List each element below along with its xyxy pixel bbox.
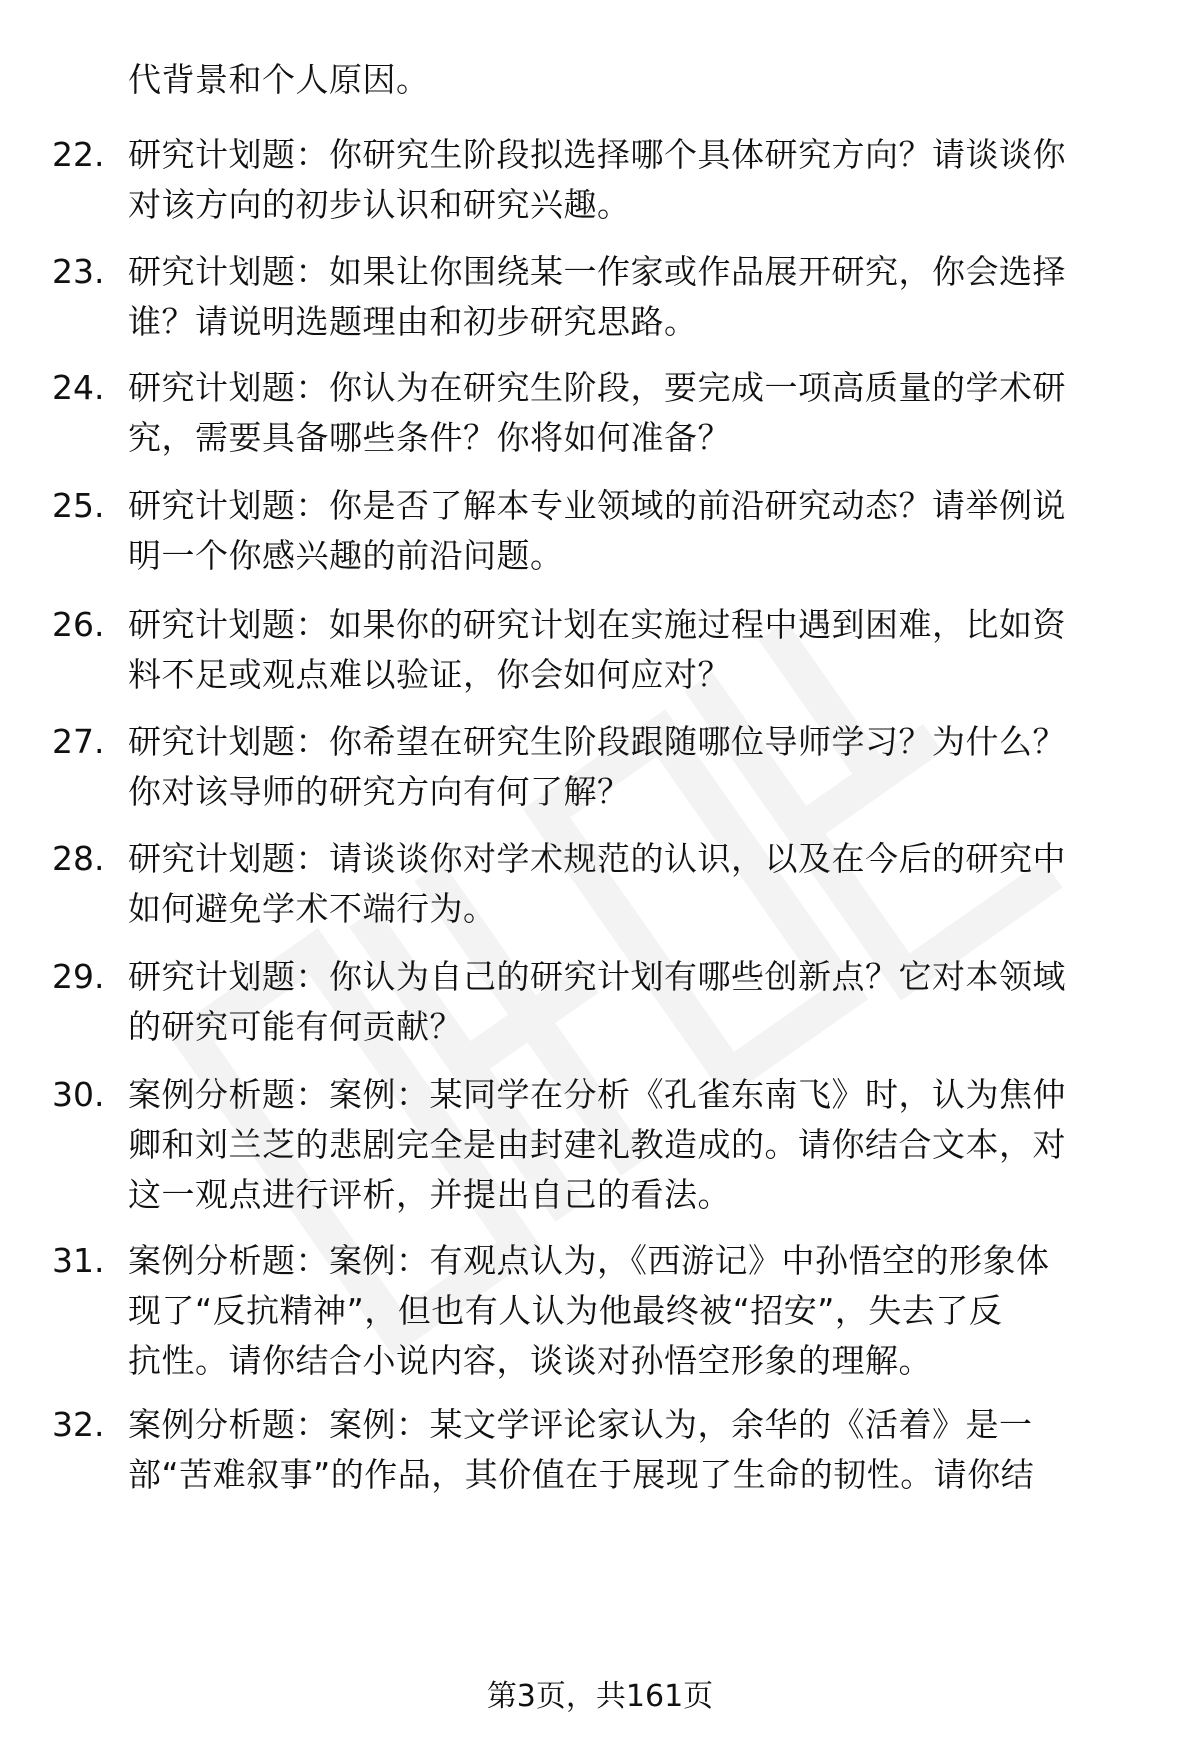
text-line: 研究计划题：请谈谈你对学术规范的认识，以及在今后的研究中: [128, 839, 1066, 878]
question-text: [128, 600, 1138, 700]
question-number: 24.: [52, 368, 105, 407]
question-text: [128, 363, 1138, 463]
text-line: 究，需要具备哪些条件？你将如何准备？: [128, 418, 731, 457]
question-text: [128, 717, 1138, 817]
text-line: 研究计划题：你希望在研究生阶段跟随哪位导师学习？为什么？: [128, 722, 1066, 761]
question-number: 26.: [52, 605, 105, 644]
question-text: [128, 952, 1138, 1052]
page-footer: 第3页，共161页: [486, 1679, 714, 1714]
text-line: 部“苦难叙事”的作品，其价值在于展现了生命的韧性。请你结: [128, 1455, 1035, 1494]
text-line: 这一观点进行评析，并提出自己的看法。: [128, 1175, 731, 1214]
text-line: 如何避免学术不端行为。: [128, 889, 497, 928]
question-number: 22.: [52, 135, 105, 174]
question-number: 30.: [52, 1075, 105, 1114]
question-number: 23.: [52, 252, 105, 291]
question-number: 31.: [52, 1241, 105, 1280]
text-line: 谁？请说明选题理由和初步研究思路。: [128, 302, 698, 341]
question-number: 27.: [52, 722, 105, 761]
text-line: 代背景和个人原因。: [128, 60, 430, 99]
text-line: 研究计划题：你研究生阶段拟选择哪个具体研究方向？请谈谈你: [128, 135, 1066, 174]
question-number: 25.: [52, 486, 105, 525]
text-line: 抗性。请你结合小说内容，谈谈对孙悟空形象的理解。: [128, 1341, 932, 1380]
text-line: 案例分析题：案例：某文学评论家认为，余华的《活着》是一: [128, 1405, 1033, 1444]
question-text: [128, 834, 1138, 934]
text-line: 研究计划题：你是否了解本专业领域的前沿研究动态？请举例说: [128, 486, 1066, 525]
continuation-text: [128, 55, 1138, 105]
text-line: 明一个你感兴趣的前沿问题。: [128, 536, 564, 575]
question-text: [128, 481, 1138, 581]
text-line: 料不足或观点难以验证，你会如何应对？: [128, 655, 731, 694]
text-line: 研究计划题：你认为自己的研究计划有哪些创新点？它对本领域: [128, 957, 1066, 996]
question-number: 32.: [52, 1405, 105, 1444]
question-text: [128, 1400, 1138, 1500]
text-line: 研究计划题：如果你的研究计划在实施过程中遇到困难，比如资: [128, 605, 1066, 644]
text-line: 案例分析题：案例：有观点认为，《西游记》中孙悟空的形象体: [128, 1241, 1050, 1280]
question-number: 29.: [52, 957, 105, 996]
text-line: 现了“反抗精神”，但也有人认为他最终被“招安”，失去了反: [128, 1291, 1003, 1330]
question-text: [128, 1070, 1138, 1220]
text-line: 对该方向的初步认识和研究兴趣。: [128, 185, 631, 224]
text-line: 研究计划题：你认为在研究生阶段，要完成一项高质量的学术研: [128, 368, 1066, 407]
question-text: [128, 1236, 1138, 1386]
text-line: 案例分析题：案例：某同学在分析《孔雀东南飞》时，认为焦仲: [128, 1075, 1066, 1114]
question-text: [128, 247, 1138, 347]
text-line: 的研究可能有何贡献？: [128, 1007, 463, 1046]
question-text: [128, 130, 1138, 230]
text-line: 卿和刘兰芝的悲剧完全是由封建礼教造成的。请你结合文本，对: [128, 1125, 1066, 1164]
text-line: 研究计划题：如果让你围绕某一作家或作品展开研究，你会选择: [128, 252, 1066, 291]
question-number: 28.: [52, 839, 105, 878]
text-line: 你对该导师的研究方向有何了解？: [128, 772, 631, 811]
